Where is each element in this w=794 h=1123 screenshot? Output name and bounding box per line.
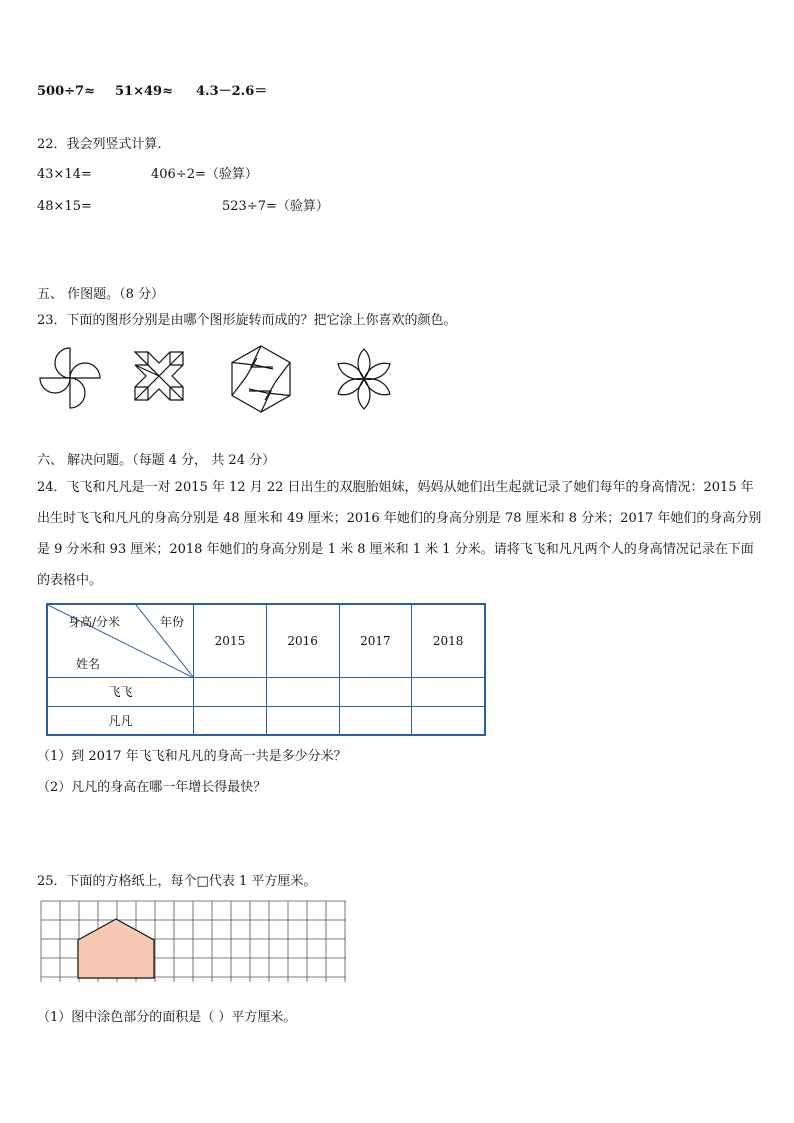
table-cell[interactable] — [194, 677, 267, 706]
section-6-title: 六、 解决问题。（每题 4 分， 共 24 分） — [37, 453, 276, 468]
q24-text: 24．飞飞和凡凡是一对 2015 年 12 月 22 日出生的双胞胎姐妹，妈妈从她们出生起就记录了她们每年的身高情况：2015 年出生时飞飞和凡凡的身高分别是 48 厘米和 49 厘米；2016 年她们的身高分别是 78 厘米和 8 分米；2017 年她们的身高分别是 9 分米和 93 厘米；2018 年她们的身高分别是 1 米 8 厘米和 1 米 1 分米。请将飞飞和凡凡两个人的身高情况记录在下面的表格中。 — [37, 480, 762, 588]
year-header: 2018 — [412, 604, 485, 677]
table-cell[interactable] — [339, 677, 412, 706]
q22-item-1: 43×14= — [37, 167, 92, 182]
year-header: 2017 — [339, 604, 412, 677]
table-cell[interactable] — [266, 677, 339, 706]
q23-title: 23．下面的图形分别是由哪个图形旋转而成的？把它涂上你喜欢的颜色。 — [37, 313, 457, 328]
row-name: 飞飞 — [47, 677, 194, 706]
corner-label-height: 身高/分米 — [68, 615, 121, 629]
table-cell[interactable] — [266, 706, 339, 735]
calc-item-1: 500÷7≈ — [37, 84, 95, 99]
shaded-pentagon — [78, 919, 154, 978]
pinwheel-icon — [37, 345, 103, 411]
q25-sub1: （1）图中涂色部分的面积是（ ）平方厘米。 — [37, 1010, 297, 1025]
q22-item-3: 48×15= — [37, 199, 92, 214]
q22-item-4: 523÷7=（验算） — [222, 199, 329, 214]
table-corner-header — [47, 604, 194, 677]
corner-label-year: 年份 — [160, 615, 185, 629]
calc-item-2: 51×49≈ — [115, 84, 173, 99]
table-cell[interactable] — [412, 706, 485, 735]
row-name: 凡凡 — [47, 706, 194, 735]
flower-icon — [332, 347, 396, 411]
q25-title: 25．下面的方格纸上，每个□代表 1 平方厘米。 — [37, 874, 317, 889]
section-5-title: 五、 作图题。（8 分） — [37, 287, 165, 302]
corner-label-name: 姓名 — [76, 657, 101, 671]
x-shape-icon — [130, 347, 188, 405]
table-cell[interactable] — [194, 706, 267, 735]
q22-title: 22．我会列竖式计算. — [37, 137, 162, 152]
year-header: 2016 — [266, 604, 339, 677]
year-header: 2015 — [194, 604, 267, 677]
table-cell[interactable] — [339, 706, 412, 735]
calc-item-3: 4.3－2.6＝ — [196, 84, 268, 99]
hexagon-swirl-icon — [225, 343, 297, 415]
q24-sub2: （2）凡凡的身高在哪一年增长得最快？ — [37, 780, 267, 795]
square-grid — [40, 900, 346, 982]
q24-sub1: （1）到 2017 年飞飞和凡凡的身高一共是多少分米？ — [37, 749, 347, 764]
table-cell[interactable] — [412, 677, 485, 706]
q22-item-2: 406÷2=（验算） — [151, 167, 258, 182]
height-record-table — [46, 603, 486, 736]
